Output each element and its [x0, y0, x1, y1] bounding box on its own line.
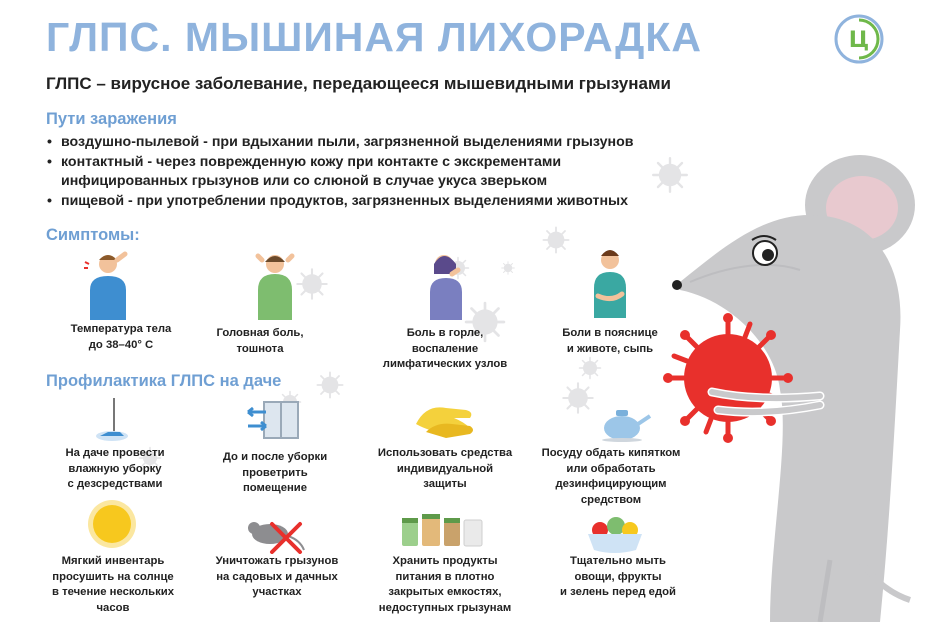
prevention-line: средством [580, 493, 642, 506]
prevention-line: в течение нескольких [51, 586, 174, 598]
logo-icon [834, 14, 884, 64]
red-virus-icon [663, 313, 793, 443]
prevention-ventilation-caption [200, 450, 350, 497]
symptom-line: тошнота [236, 342, 284, 355]
prevention-line: Посуду обдать кипятком [541, 447, 681, 459]
symptom-headache-caption [195, 326, 325, 357]
washed-vegetables-icon [586, 514, 644, 554]
prevention-line: недоступных грызунам [378, 601, 512, 614]
routes-heading: Пути заражения [46, 110, 177, 128]
symptom-line: и животе, сыпь [566, 342, 654, 355]
mouse-illustration [660, 150, 933, 622]
ventilation-window-icon [244, 398, 304, 442]
prevention-line: часов [96, 601, 130, 614]
gloves-icon [412, 402, 478, 442]
prevention-line: и зелень перед едой [560, 586, 676, 598]
prevention-line: просушить на солнце [52, 570, 174, 583]
prevention-line: на садовых и дачных [216, 570, 338, 583]
prevention-line: Использовать средства [377, 447, 513, 459]
prevention-line: влажную уборку [68, 462, 162, 475]
symptom-line: воспаление [411, 342, 479, 355]
symptom-line: Температура тела [70, 323, 172, 335]
prevention-line: До и после уборки [222, 451, 328, 463]
prevention-line: участках [252, 586, 302, 598]
route-item-airborne: • воздушно-пылевой - при вдыхании пыли, загрязненной выделениями грызунов [46, 133, 633, 153]
kettle-icon [596, 402, 652, 442]
wet-cleaning-icon [86, 398, 136, 444]
prevention-cleaning-caption [40, 446, 190, 493]
prevention-line: индивидуальной [396, 462, 494, 475]
fever-person-icon [80, 250, 140, 320]
prevention-rodents-caption [200, 554, 354, 601]
svg-text:Ц: Ц [848, 28, 870, 53]
route-item-food: • пищевой - при употреблении продуктов, загрязненных выделениями животных [46, 192, 633, 212]
symptom-line: лимфатических узлов [382, 358, 508, 370]
prevention-line: закрытых емкостях, [388, 586, 502, 598]
prevention-line: Тщательно мыть [570, 555, 666, 567]
symptom-line: Головная боль, [216, 327, 304, 339]
symptom-fever-caption [46, 322, 196, 353]
prevention-washing-caption [548, 554, 688, 601]
route-item-contact-cont: инфицированных грызунов или со слюной в случае укуса зверьком [61, 173, 548, 189]
prevention-line: с дезсредствами [67, 478, 163, 490]
sun-icon [84, 496, 140, 552]
crossed-rodent-icon [244, 508, 308, 554]
prevention-ppe-caption [362, 446, 528, 493]
symptoms-heading: Симптомы: [46, 226, 140, 244]
back-pain-person-icon [588, 244, 638, 318]
prevention-line: Мягкий инвентарь [61, 555, 165, 567]
prevention-line: или обработать [566, 462, 656, 475]
symptom-throat-caption [375, 326, 515, 373]
food-jars-icon [398, 506, 488, 550]
prevention-line: питания в плотно [395, 570, 495, 583]
prevention-line: На даче провести [65, 447, 165, 459]
sore-throat-person-icon [422, 250, 472, 320]
prevention-line: защиты [423, 478, 467, 490]
page-title: ГЛПС. МЫШИНАЯ ЛИХОРАДКА [46, 14, 703, 60]
prevention-line: Хранить продукты [392, 555, 498, 567]
prevention-sun-caption [38, 554, 188, 616]
prevention-line: проветрить [242, 466, 308, 479]
headache-person-icon [250, 250, 300, 320]
symptom-line: до 38–40° С [88, 338, 154, 351]
symptom-line: Боли в пояснице [562, 327, 658, 339]
prevention-line: овощи, фрукты [574, 570, 662, 583]
prevention-line: дезинфицирующим [555, 478, 667, 490]
symptom-line: Боль в горле, [406, 327, 484, 339]
prevention-storage-caption [370, 554, 520, 616]
routes-list [46, 133, 633, 211]
page-subtitle: ГЛПС – вирусное заболевание, передающееся мышевидными грызунами [46, 74, 671, 93]
prevention-line: Уничтожать грызунов [215, 555, 339, 567]
prevention-heading: Профилактика ГЛПС на даче [46, 372, 282, 390]
route-item-contact: • контактный - через поврежденную кожу при контакте с экскрементами [46, 153, 633, 173]
prevention-line: помещение [242, 482, 308, 494]
symptom-back-caption [540, 326, 680, 357]
prevention-dishes-caption [528, 446, 694, 508]
